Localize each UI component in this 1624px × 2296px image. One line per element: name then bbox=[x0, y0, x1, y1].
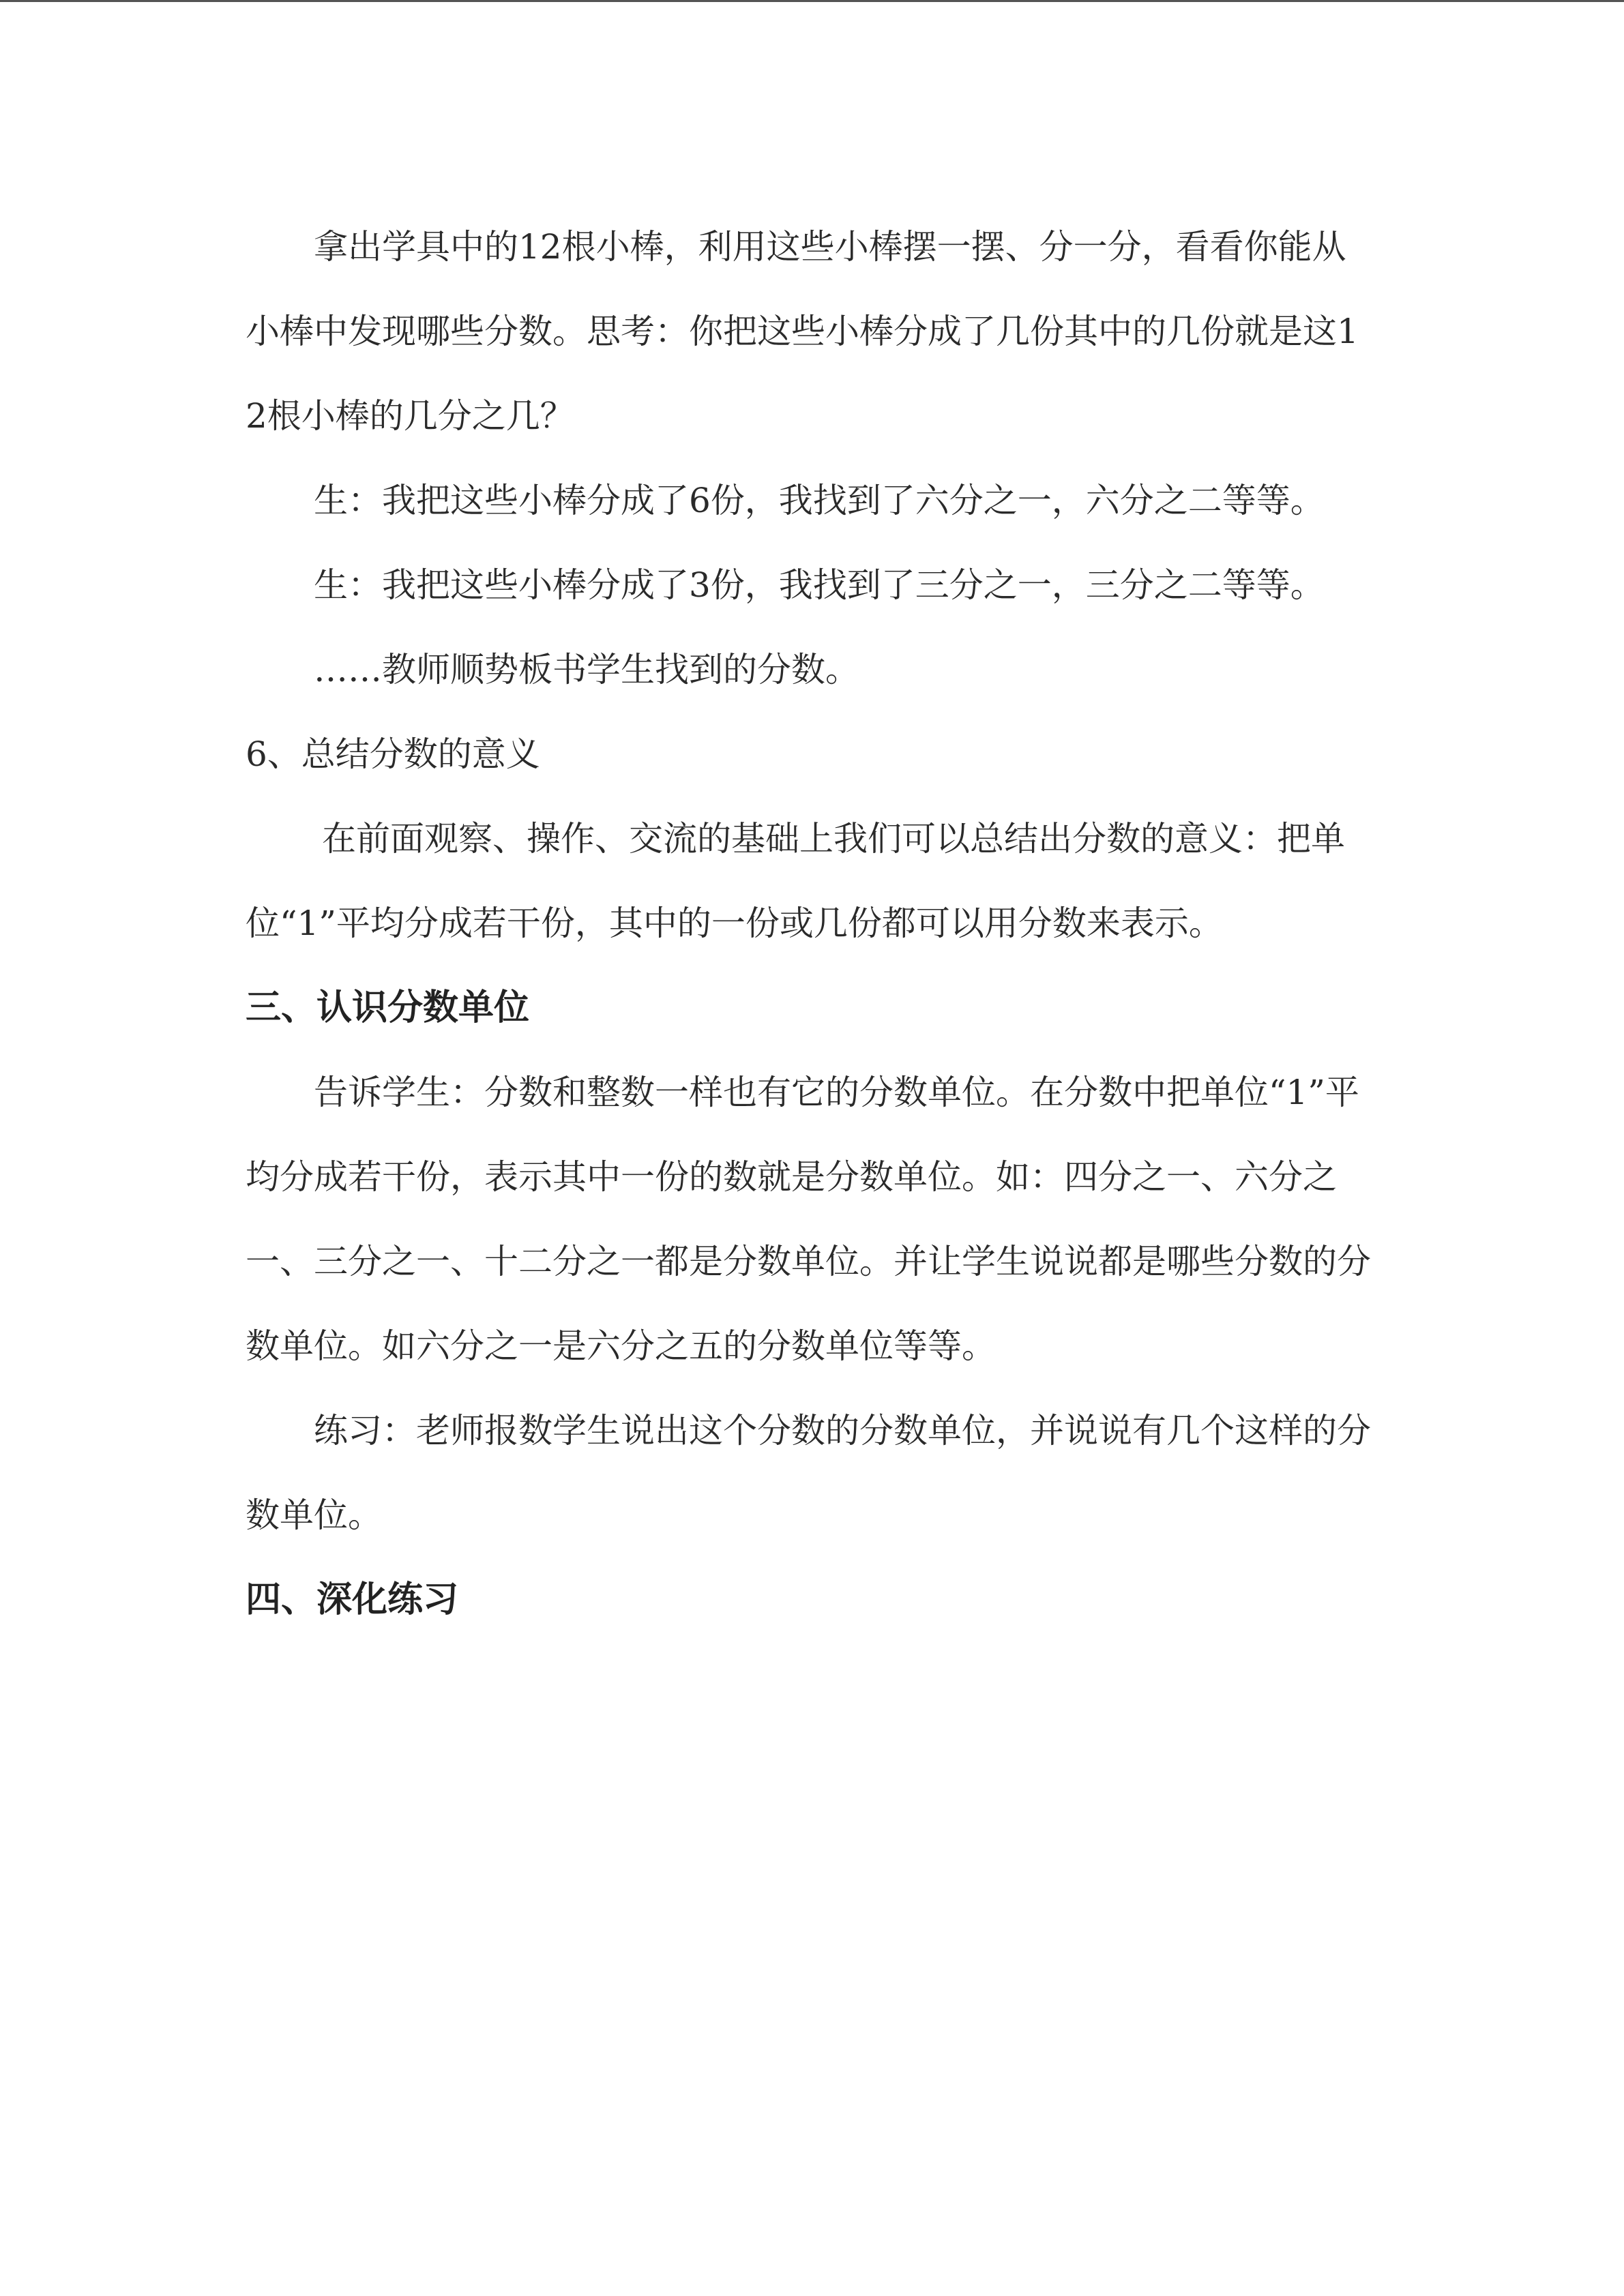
subheading-summary: 6、总结分数的意义 bbox=[246, 734, 540, 774]
paragraph-practice: 练习：老师报数学生说出这个分数的分数单位，并说说有几个这样的分数单位。 bbox=[246, 1411, 1371, 1535]
page-top-border bbox=[0, 0, 1624, 2]
paragraph-student-answer-six: 生：我把这些小棒分成了6份，我找到了六分之一，六分之二等等。 bbox=[314, 481, 1325, 520]
paragraph-fraction-unit-explanation: 告诉学生：分数和整数一样也有它的分数单位。在分数中把单位“1”平均分成若干份，表示其中一份的数就是分数单位。如：四分之一、六分之一、三分之一、十二分之一都是分数单位。并让学生说说都是哪些分数的分数单位。如六分之一是六分之五的分数单位等等。 bbox=[246, 1073, 1371, 1366]
paragraph-fraction-meaning: 在前面观察、操作、交流的基础上我们可以总结出分数的意义：把单位“1”平均分成若干份，其中的一份或几份都可以用分数来表示。 bbox=[246, 819, 1345, 943]
section-heading-deepen-practice: 四、深化练习 bbox=[246, 1579, 459, 1620]
paragraph-teacher-board: ……教师顺势板书学生找到的分数。 bbox=[314, 650, 859, 689]
section-heading-fraction-unit: 三、认识分数单位 bbox=[246, 987, 530, 1028]
paragraph-sticks-activity: 拿出学具中的12根小棒，利用这些小棒摆一摆、分一分，看看你能从小棒中发现哪些分数。思考：你把这些小棒分成了几份其中的几份就是这12根小棒的几分之几？ bbox=[246, 227, 1359, 436]
paragraph-student-answer-three: 生：我把这些小棒分成了3份，我找到了三分之一，三分之二等等。 bbox=[314, 565, 1325, 605]
document-body bbox=[246, 205, 1378, 1642]
